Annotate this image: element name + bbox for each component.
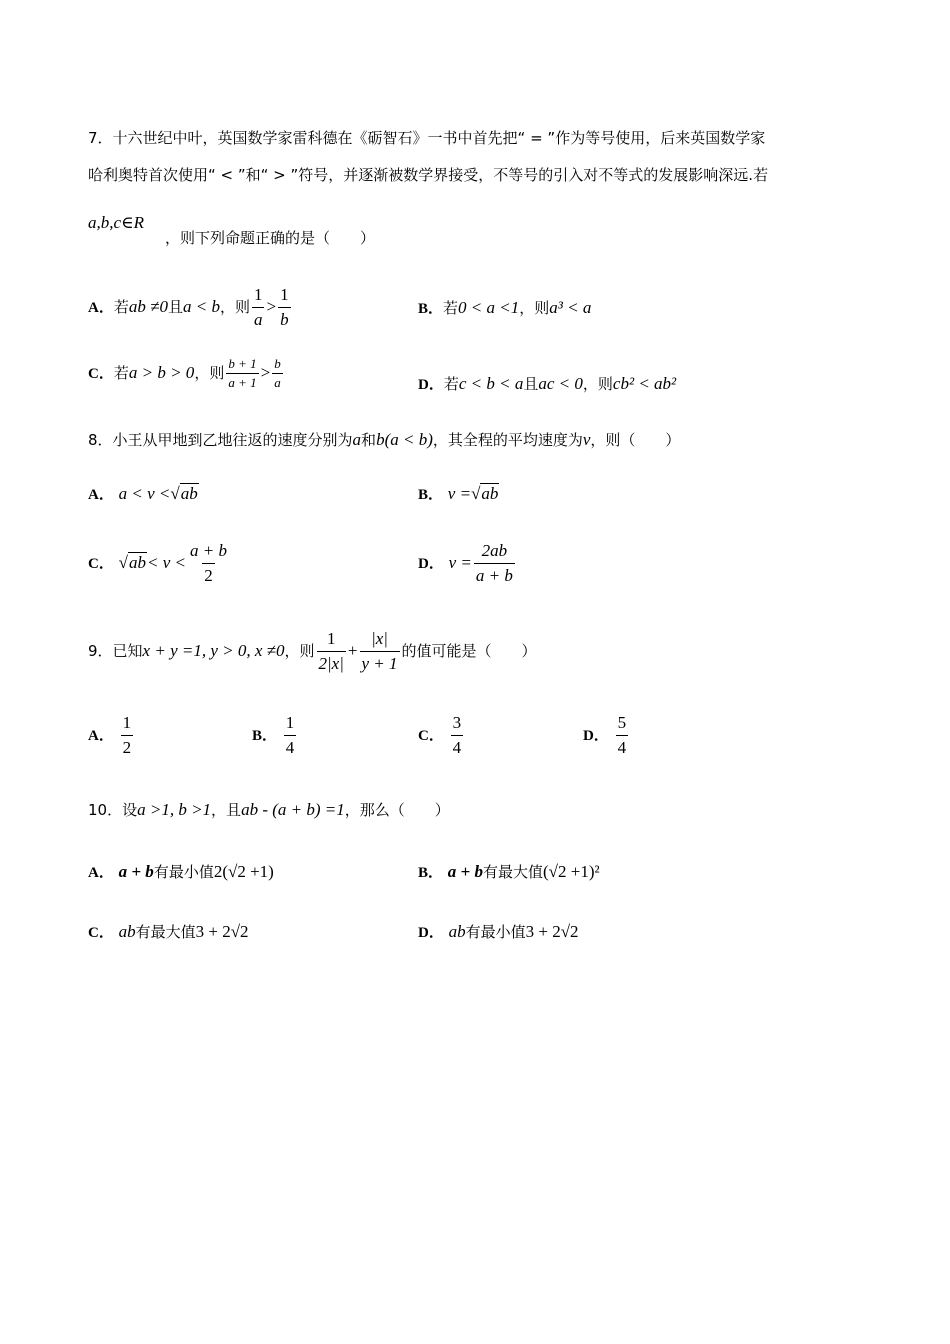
sqrt: √ab <box>170 484 198 503</box>
stem-text: ，且 <box>211 801 242 819</box>
denominator: b <box>278 307 291 331</box>
fraction <box>451 712 464 759</box>
numerator: 1 <box>326 629 336 648</box>
option-text: 且 <box>167 298 183 316</box>
numerator: 3 <box>452 713 462 732</box>
math: 3 + 2√2 <box>195 922 249 941</box>
q9-option-d <box>583 712 630 759</box>
fraction <box>278 284 291 331</box>
option-label: C． <box>88 366 114 382</box>
stem-text: 和 <box>361 431 377 449</box>
math: + <box>347 641 358 660</box>
fraction <box>616 712 629 759</box>
math: b(a < b) <box>376 430 433 449</box>
q9-option-b <box>252 712 298 759</box>
option-text: 有最小值 <box>153 863 214 881</box>
q7-line3-text: ，则下列命题正确的是（ ） <box>165 229 376 247</box>
math: a < v < <box>118 484 171 503</box>
q10-option-a <box>88 862 274 883</box>
denominator: 4 <box>616 735 629 759</box>
denominator: a <box>274 375 281 390</box>
sqrt: √ab <box>471 484 499 503</box>
q10-option-b <box>418 862 600 883</box>
option-label: C． <box>88 925 114 941</box>
fraction <box>252 284 265 331</box>
option-text: ，则 <box>519 299 550 317</box>
numerator: 1 <box>122 713 132 732</box>
option-text: ，则 <box>219 298 250 316</box>
stem-text: 10．设 <box>88 801 138 819</box>
option-text: 若 <box>113 298 129 316</box>
fraction <box>226 356 258 391</box>
sqrt: √ab <box>118 553 146 572</box>
fraction <box>284 712 297 759</box>
numerator: b + 1 <box>228 356 257 371</box>
math: c < b < a <box>458 374 524 393</box>
option-text: 若 <box>443 299 459 317</box>
math: v <box>582 430 591 449</box>
denominator: a + b <box>474 563 515 587</box>
q8-option-c <box>88 540 231 587</box>
stem-text: ，那么（ ） <box>344 801 450 819</box>
stem-text: 的值可能是（ ） <box>401 642 537 660</box>
numerator: 5 <box>617 713 627 732</box>
fraction <box>474 540 515 587</box>
fraction <box>272 356 283 391</box>
q7-option-b <box>418 298 591 319</box>
option-label: D． <box>583 728 609 744</box>
q8-option-b <box>418 484 499 505</box>
option-label: C． <box>418 728 444 744</box>
option-text: 若 <box>443 375 459 393</box>
fraction <box>360 628 400 675</box>
math: a >1, b >1 <box>137 800 212 819</box>
math: < v < <box>146 553 186 572</box>
option-text: 若 <box>113 364 129 382</box>
denominator: a + 1 <box>228 375 257 390</box>
math: 2(√2 +1) <box>213 862 274 881</box>
fraction <box>188 540 229 587</box>
q7-line3 <box>88 213 144 233</box>
numerator: 1 <box>253 285 263 304</box>
option-text: 有最大值 <box>135 923 196 941</box>
option-text: ，则 <box>194 364 225 382</box>
math: > <box>266 297 277 316</box>
option-label: B． <box>252 728 278 744</box>
math: cb² < ab² <box>612 374 677 393</box>
math: a + b <box>447 862 483 881</box>
math: > <box>260 363 271 382</box>
option-label: D． <box>418 556 444 572</box>
denominator: 4 <box>284 735 297 759</box>
q10-option-d <box>418 922 579 943</box>
numerator: 1 <box>280 285 289 304</box>
q8-stem <box>88 430 680 450</box>
stem-text: 9．已知 <box>88 642 143 660</box>
denominator: 2 <box>202 563 215 587</box>
q9-option-a <box>88 712 135 759</box>
denominator: 2|x| <box>317 651 346 675</box>
q8-option-a <box>88 484 199 505</box>
option-label: B． <box>418 865 444 881</box>
math: a + b <box>118 862 154 881</box>
option-label: A． <box>88 865 114 881</box>
math: x + y =1, y > 0, x ≠0 <box>142 641 285 660</box>
option-label: A． <box>88 728 114 744</box>
math: a > b > 0 <box>128 363 195 382</box>
option-label: B． <box>418 301 444 317</box>
stem-text: 8．小王从甲地到乙地往返的速度分别为 <box>88 431 353 449</box>
q8-option-d <box>418 540 517 587</box>
option-label: D． <box>418 925 444 941</box>
math: a < b <box>182 297 220 316</box>
stem-text: ，则（ ） <box>590 431 681 449</box>
option-label: D． <box>418 377 444 393</box>
option-text: ，则 <box>582 375 613 393</box>
math: ab ≠0 <box>128 297 168 316</box>
radicand: ab <box>481 484 499 503</box>
numerator: 1 <box>285 713 295 732</box>
q7-line1: 7．十六世纪中叶，英国数学家雷科德在《砺智石》一书中首先把“ = ”作为等号使用，后来英国数学家 <box>88 129 766 147</box>
math: 0 < a <1 <box>458 298 520 317</box>
numerator: a + b <box>189 541 227 560</box>
radicand: ab <box>180 484 198 503</box>
option-label: A． <box>88 300 114 316</box>
math: ab <box>118 922 136 941</box>
math: a³ < a <box>549 298 592 317</box>
math: ab - (a + b) =1 <box>241 800 345 819</box>
fraction <box>317 628 346 675</box>
q7-condition: a,b,c∈R <box>88 213 145 232</box>
stem-text: ，其全程的平均速度为 <box>432 431 583 449</box>
radicand: ab <box>128 553 146 572</box>
math: ac < 0 <box>538 374 583 393</box>
denominator: 4 <box>451 735 464 759</box>
fraction <box>121 712 134 759</box>
q10-stem <box>88 800 450 820</box>
q7-option-c <box>88 356 285 391</box>
denominator: 2 <box>121 735 134 759</box>
math: ab <box>448 922 466 941</box>
math: v = <box>447 484 472 503</box>
denominator: a <box>252 307 265 331</box>
denominator: y + 1 <box>360 651 400 675</box>
math: a <box>352 430 362 449</box>
stem-text: ，则 <box>284 642 315 660</box>
math: 3 + 2√2 <box>525 922 579 941</box>
q7-option-d <box>418 374 676 395</box>
option-label: A． <box>88 487 114 503</box>
numerator: |x| <box>371 629 388 648</box>
math: v = <box>448 553 472 572</box>
option-text: 有最大值 <box>482 863 543 881</box>
q10-option-c <box>88 922 249 943</box>
option-label: B． <box>418 487 444 503</box>
q7-option-a <box>88 284 293 331</box>
numerator: 2ab <box>481 541 508 560</box>
math: (√2 +1)² <box>543 862 600 881</box>
q9-stem <box>88 628 537 675</box>
q7-line2: 哈利奥特首次使用“ < ”和“ > ”符号，并逐渐被数学界接受，不等号的引入对不等式的发展影响深远.若 <box>88 166 769 184</box>
q9-option-c <box>418 712 465 759</box>
option-label: C． <box>88 556 114 572</box>
option-text: 有最小值 <box>465 923 526 941</box>
option-text: 且 <box>523 375 539 393</box>
numerator: b <box>274 356 281 371</box>
